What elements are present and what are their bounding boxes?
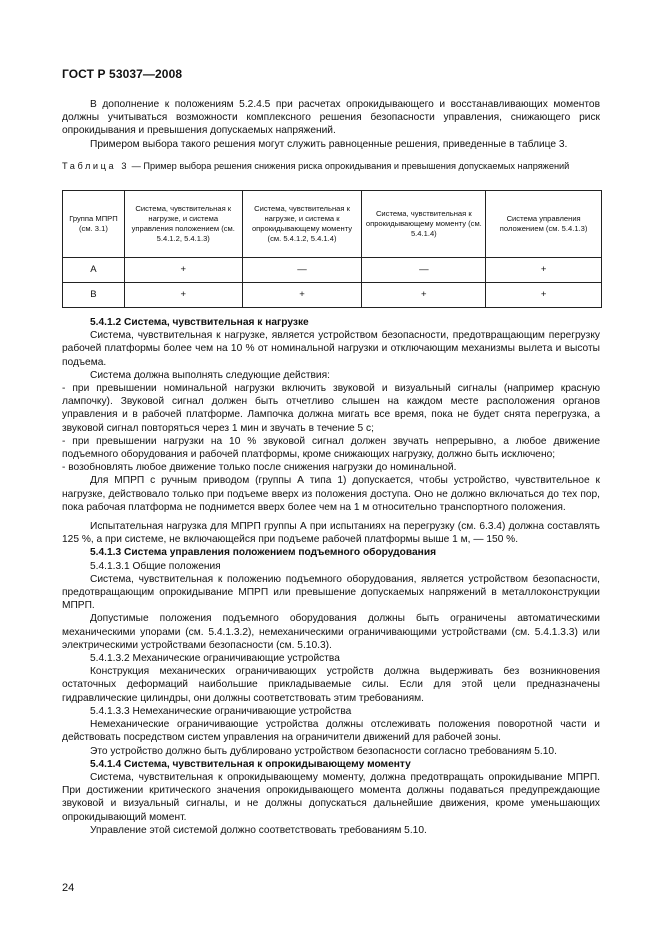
paragraph: Это устройство должно быть дублировано устройством безопасности согласно требованиям 5.10.: [90, 745, 557, 757]
paragraph: Для МПРП с ручным приводом (группы А типа 1) допускается, чтобы устройство, чувствительное к нагрузке, действовало только при подъеме вверх из положения доступа. Оно не должно включаться до тех пор, пока рабочая платформа не поднимется вверх более чем на 1 м относительно транспортного положения.: [62, 475, 600, 513]
list-item: - при превышении номинальной нагрузки включить звуковой и визуальный сигналы (например красную лампочку). Звуковой сигнал должен быть отчетливо слышен на каждом месте расположения органов управления и в рабочей платформе. Лампочка должна мигать все время, пока не будет снята перегрузка, а звуковой сигнал повторяться через 1 мин и звучать в течение 5 с;: [62, 383, 600, 434]
paragraph: Система должна выполнять следующие действия:: [90, 369, 330, 381]
table-cell: В: [63, 283, 125, 308]
paragraph: Система, чувствительная к опрокидывающему моменту, должна предотвращать опрокидывание МПРП. При достижении критического значения опрокидывающего момента должны подаваться предупреждающие звуковой и визуальный сигналы, и не должны допускаться дальнейшие движения, кроме уменьшающих опрокидывающий момент.: [62, 771, 600, 823]
page-number: 24: [62, 882, 75, 894]
table-cell: А: [63, 258, 125, 283]
intro-paragraph-2: Примером выбора такого решения могут служить равноценные решения, приведенные в таблице 3.: [90, 138, 568, 150]
paragraph: Конструкция механических ограничивающих устройств должна выдерживать без возникновения остаточных деформаций наибольшие прикладываемые силы. Если для этой цели предназначены гидравлические цилиндры, они должны соответствовать этим требованиям.: [62, 666, 600, 704]
main-text-block: [62, 316, 600, 837]
table-cell: —: [362, 258, 486, 283]
table-cell: +: [124, 258, 242, 283]
table-cell: —: [242, 258, 362, 283]
table-header-cell: Группа МПРП (см. 3.1): [63, 191, 125, 258]
table-header-cell: Система управления положением (см. 5.4.1.3): [486, 191, 602, 258]
subsection-heading: 5.4.1.3.2 Механические ограничивающие устройства: [90, 653, 340, 665]
paragraph: Немеханические ограничивающие устройства должны отслеживать положения поворотной части и действовать посредством систем управления на ограничители движений для рабочей зоны.: [62, 719, 600, 744]
solutions-table: [62, 190, 602, 308]
table-caption: [62, 160, 602, 172]
table-header-cell: Система, чувствительная к нагрузке, и система управления положением (см. 5.4.1.2, 5.4.1.3): [124, 191, 242, 258]
paragraph: Испытательная нагрузка для МПРП группы А при испытаниях на перегрузку (см. 6.3.4) должна составлять 125 %, а при системе, не включающейся при подъеме рабочей платформы выше 1 м, — 150 %.: [62, 521, 600, 546]
table-row: [63, 258, 602, 283]
paragraph: Система, чувствительная к положению подъемного оборудования, является устройством безопасности, предотвращающим опрокидывание МПРП или превышение допускаемых напряжений в металлоконструкции МПРП.: [62, 573, 600, 612]
table-caption-text: — Пример выбора решения снижения риска опрокидывания и превышения допускаемых напряжений: [129, 161, 570, 171]
table-header-cell: Система, чувствительная к опрокидывающему моменту (см. 5.4.1.4): [362, 191, 486, 258]
list-item: - возобновлять любое движение только после снижения нагрузки до номинальной.: [62, 462, 457, 474]
list-item: - при превышении нагрузки на 10 % звуковой сигнал должен звучать непрерывно, а любое движение подъемного оборудования и рабочей платформы, кроме снижающих нагрузку, должно быть исключено;: [62, 435, 600, 461]
section-heading-5-4-1-4: 5.4.1.4 Система, чувствительная к опрокидывающему моменту: [90, 758, 411, 770]
subsection-heading: 5.4.1.3.3 Немеханические ограничивающие устройства: [90, 705, 352, 717]
table-caption-label: Таблица 3: [62, 161, 130, 171]
table-row: [63, 283, 602, 308]
paragraph: Система, чувствительная к нагрузке, является устройством безопасности, предотвращающим перегрузку рабочей платформы более чем на 10 % от номинальной нагрузки и отключающим механизмы вылета и высоты подъема.: [62, 330, 600, 368]
paragraph: Управление этой системой должно соответствовать требованиям 5.10.: [90, 824, 427, 836]
subsection-heading: 5.4.1.3.1 Общие положения: [90, 560, 221, 572]
table-header-cell: Система, чувствительная к нагрузке, и система к опрокидывающему моменту (см. 5.4.1.2, 5.4.1.4): [242, 191, 362, 258]
intro-block: [62, 98, 600, 151]
table-cell: +: [486, 258, 602, 283]
table-cell: +: [362, 283, 486, 308]
table-cell: +: [242, 283, 362, 308]
table-cell: +: [124, 283, 242, 308]
section-heading-5-4-1-3: 5.4.1.3 Система управления положением подъемного оборудования: [90, 547, 437, 559]
section-heading-5-4-1-2: 5.4.1.2 Система, чувствительная к нагрузке: [90, 317, 309, 328]
table-cell: +: [486, 283, 602, 308]
table-header-row: [63, 191, 602, 258]
document-code-header: ГОСТ Р 53037—2008: [62, 67, 183, 81]
paragraph: Допустимые положения подъемного оборудования должны быть ограничены автоматическими механическими упорами (см. 5.4.1.3.2), немеханическими ограничивающими устройствами (см. 5.4.1.3.3) или электрическими устройствами безопасности (см. 5.10.3).: [62, 613, 600, 651]
intro-paragraph-1: В дополнение к положениям 5.2.4.5 при расчетах опрокидывающего и восстанавливающих моментов должны учитываться возможности комплексного решения безопасности управления, снижающего риск опрокидывания и превышения допускаемых напряжений.: [62, 99, 600, 137]
